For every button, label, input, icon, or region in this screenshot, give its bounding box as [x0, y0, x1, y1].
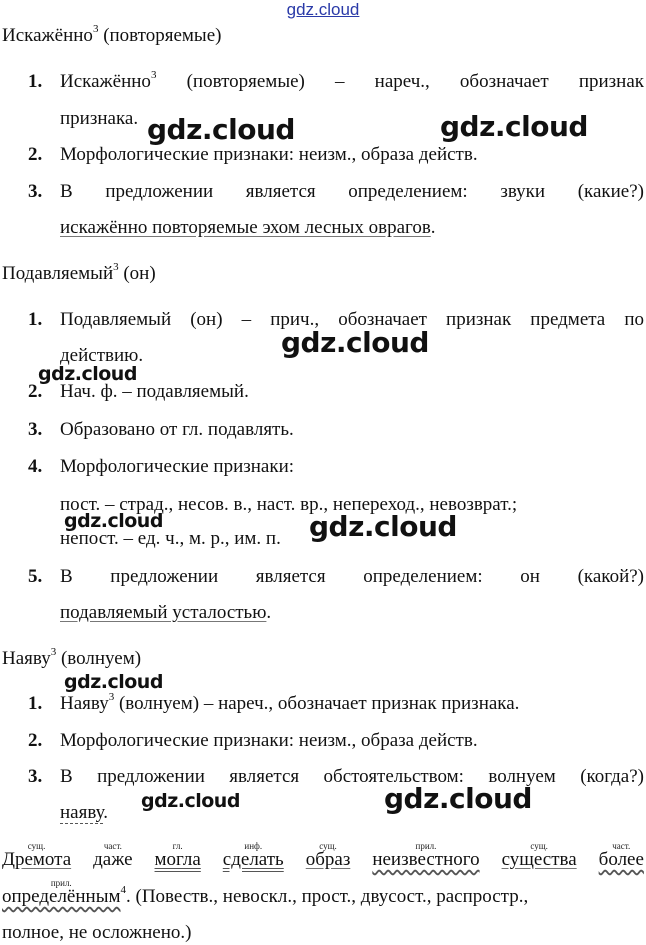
word-obraz: сущ. образ: [305, 841, 351, 870]
section-heading-iskazhenno: Искажённо$^3$ (повторяемые): [2, 23, 222, 46]
word-bolee: част. более: [598, 841, 644, 870]
word-sdelat: инф. сделать: [222, 841, 284, 870]
section-heading-podavlyaemyi: Подавляемый$^3$ (он): [2, 261, 156, 284]
item-text: Искажённо$^3$ (повторяемые) – нареч., обозначает признак: [60, 69, 644, 92]
word-dremota: сущ. Дремота: [2, 841, 72, 870]
watermark-top-link[interactable]: gdz.cloud: [286, 0, 360, 19]
watermark: gdz.cloud: [64, 671, 163, 693]
section-heading-nayavu: Наяву$^3$ (волнуем): [2, 646, 142, 669]
word-mogla: гл. могла: [154, 841, 201, 870]
watermark: gdz.cloud: [384, 782, 532, 815]
word-dazhe: част. даже: [93, 841, 133, 870]
watermark: gdz.cloud: [147, 113, 295, 146]
watermark: gdz.cloud: [64, 510, 163, 532]
parsed-sentence-line-3: полное, не осложнено.): [2, 922, 192, 943]
watermark: gdz.cloud: [309, 510, 457, 543]
word-sushchestva: сущ. существа: [501, 841, 577, 870]
watermark: gdz.cloud: [141, 790, 240, 812]
underlined-phrase: искажённо повторяемые эхом лесных оврагов: [60, 217, 431, 238]
watermark: gdz.cloud: [281, 326, 429, 359]
parsed-sentence-line-2: прил. определённым$^4$. (Повеств., невоскл., прост., двусост., распростр.,: [2, 878, 529, 907]
parsed-sentence-line-1: [2, 841, 644, 872]
word-opredelennym: прил. определённым: [2, 878, 121, 907]
watermark: gdz.cloud: [440, 110, 588, 143]
dashed-underlined-word: наяву: [60, 802, 104, 823]
watermark: gdz.cloud: [38, 363, 137, 385]
underlined-phrase: подавляемый усталостью: [60, 602, 267, 623]
word-neizvestnogo: прил. неизвестного: [372, 841, 480, 870]
